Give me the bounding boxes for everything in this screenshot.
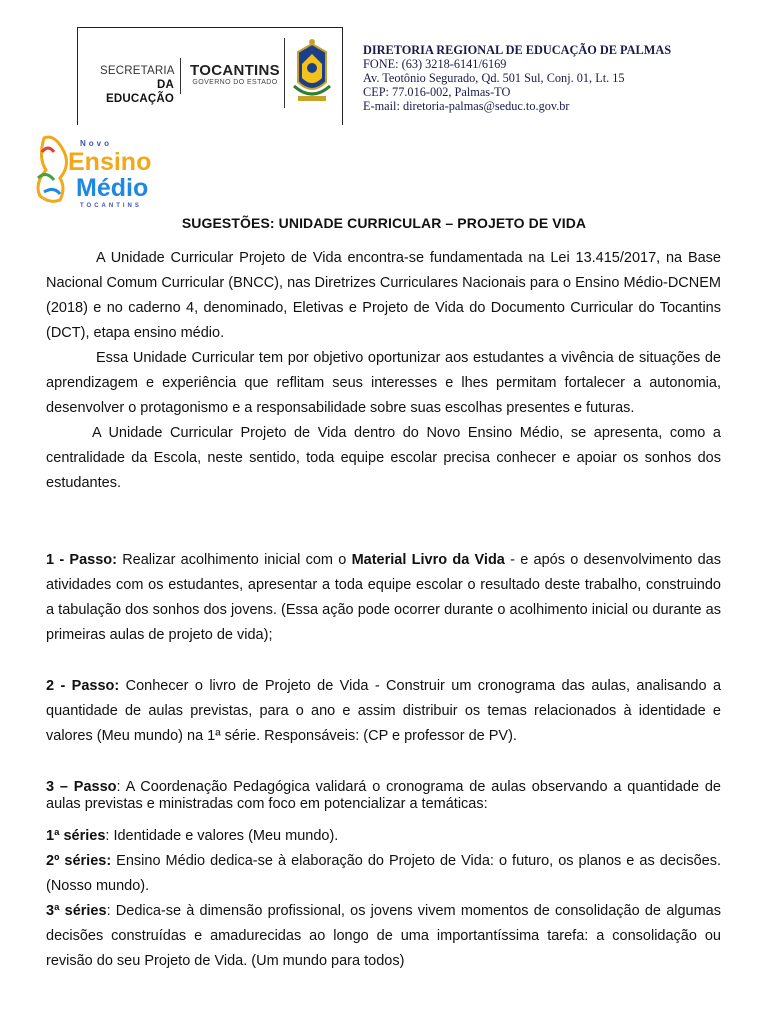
step-1 [46,548,721,648]
logo-divider [284,38,285,108]
secretaria-da: DA [156,79,174,91]
step-1-label: 1 - Passo: [46,552,117,568]
series-2-text: Ensino Médio dedica-se à elaboração do Projeto de Vida: o futuro, os planos e as decisões. (Nosso mundo). [46,853,721,894]
step-3-text [46,779,721,813]
series-1-text: : Identidade e valores (Meu mundo). [105,828,339,844]
step-1-text [46,548,721,648]
series-3-label: 3ª séries [46,903,107,919]
contact-info [363,43,671,113]
secretaria-line2: EDUCAÇÃO [105,93,174,105]
step-3-body: : A Coordenação Pedagógica validará o cronograma de aulas observando a quantidade de aulas previstas e ministradas com foco em potencializar a temáticas: [46,779,721,812]
contact-org: DIRETORIA REGIONAL DE EDUCAÇÃO DE PALMAS [363,43,672,57]
logo-medio: Médio [76,174,149,202]
contact-cep: CEP: 77.016-002, Palmas-TO [363,85,511,99]
logo-divider [180,58,181,94]
step-1-text-b: - e após o desenvolvimento das atividades com os estudantes, apresentar a toda equipe escolar o resultado deste trabalho, construindo a tabulação dos sonhos dos jovens. (Essa ação pode ocorrer durante o acolhimento inicial ou durante as primeiras aulas de projeto de vida); [46,552,721,643]
step-3 [46,779,721,813]
intro-section [46,246,721,496]
step-2-body: Conhecer o livro de Projeto de Vida - Construir um cronograma das aulas, analisando a quantidade de aulas previstas, para o ano e assim distribuir os temas relacionados à identidade e valores (Meu mundo) na 1ª série. Responsáveis: (CP e professor de PV). [46,678,722,744]
step-2-label: 2 - Passo: [46,678,120,694]
state-crest-icon [288,36,336,118]
logo-novo: Novo [80,139,112,148]
step-1-text-a: Realizar acolhimento inicial com o [116,552,352,568]
step-1-material: Material Livro da Vida [351,552,505,568]
page-title: SUGESTÕES: UNIDADE CURRICULAR – PROJETO DE VIDA [181,215,587,231]
novo-ensino-medio-logo [32,130,177,210]
paragraph-1: A Unidade Curricular Projeto de Vida encontra-se fundamentada na Lei 13.415/2017, na Base Nacional Comum Curricular (BNCC), nas Diretrizes Curriculares Nacionais para o Ensino Médio-DCNEM (2018) e no caderno 4, denominado, Eletivas e Projeto de Vida do Documento Curricular do Tocantins (DCT), etapa ensino médio. [46,250,721,341]
tocantins-logo [190,62,280,86]
series-1 [46,824,721,849]
series-2-label: 2º séries: [46,853,112,869]
step-3-label: 3 – Passo [46,779,117,795]
series-1-label: 1ª séries [46,828,106,844]
tocantins-wordmark: TOCANTINS [190,62,280,79]
contact-phone: FONE: (63) 3218-6141/6169 [363,57,507,71]
contact-email: E-mail: diretoria-palmas@seduc.to.gov.br [363,99,570,113]
header-logo-box [77,27,343,125]
series-3-text: : Dedica-se à dimensão profissional, os jovens vivem momentos de consolidação de algumas decisões construídas e amadurecidas ao longo de uma importantíssima tarefa: a consolidação ou revisão do seu Projeto de Vida. (Um mundo para todos) [46,903,722,969]
series-3 [46,899,721,974]
series-list [46,824,721,974]
logo-tocantins: TOCANTINS [80,203,142,209]
series-2 [46,849,721,899]
secretaria-logo [86,64,174,106]
contact-address: Av. Teotônio Segurado, Qd. 501 Sul, Conj. 01, Lt. 15 [363,71,625,85]
logo-ensino: Ensino [68,148,152,176]
step-2 [46,674,721,749]
paragraph-2: Essa Unidade Curricular tem por objetivo oportunizar aos estudantes a vivência de situações de aprendizagem e experiência que reflitam seus interesses e lhes permitam fortalecer a autonomia, desenvolver o protagonismo e a responsabilidade sobre suas escolhas presentes e futuras. [46,350,721,416]
secretaria-line1: SECRETARIA [100,65,174,77]
step-2-text [46,674,721,749]
paragraph-3: A Unidade Curricular Projeto de Vida dentro do Novo Ensino Médio, se apresenta, como a centralidade da Escola, neste sentido, toda equipe escolar precisa conhecer e apoiar os sonhos dos estudantes. [46,425,721,491]
governo-subtitle: GOVERNO DO ESTADO [192,79,278,86]
